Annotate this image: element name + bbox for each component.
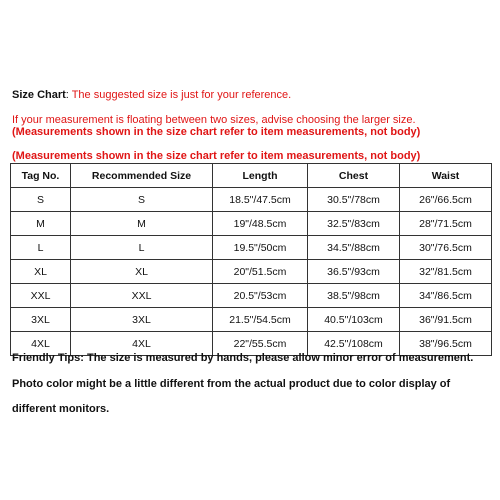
cell-chest: 34.5"/88cm: [308, 236, 400, 260]
header-chest: Chest: [308, 164, 400, 188]
header-length: Length: [213, 164, 308, 188]
cell-waist: 38"/96.5cm: [400, 332, 492, 356]
table-row: [11, 188, 492, 212]
cell-length: 18.5"/47.5cm: [213, 188, 308, 212]
header-tag-no: Tag No.: [11, 164, 71, 188]
floating-size-note: If your measurement is floating between two sizes, advise choosing the larger size.: [12, 114, 416, 126]
cell-chest: 42.5"/108cm: [308, 332, 400, 356]
cell-length: 22"/55.5cm: [213, 332, 308, 356]
cell-waist: 30"/76.5cm: [400, 236, 492, 260]
table-row: [11, 308, 492, 332]
cell-recommended-size: 3XL: [71, 308, 213, 332]
color-note: Photo color might be a little different from the actual product due to color display of: [12, 378, 451, 390]
cell-tag-no: S: [11, 188, 71, 212]
color-note-continued: different monitors.: [12, 403, 110, 415]
cell-length: 20"/51.5cm: [213, 260, 308, 284]
cell-length: 19.5"/50cm: [213, 236, 308, 260]
cell-recommended-size: 4XL: [71, 332, 213, 356]
cell-length: 21.5"/54.5cm: [213, 308, 308, 332]
table-header-row: [11, 164, 492, 188]
cell-chest: 40.5"/103cm: [308, 308, 400, 332]
cell-length: 19"/48.5cm: [213, 212, 308, 236]
table-row: [11, 284, 492, 308]
size-chart-separator: :: [65, 89, 69, 101]
cell-waist: 28"/71.5cm: [400, 212, 492, 236]
size-chart-intro: [12, 89, 291, 102]
cell-recommended-size: XXL: [71, 284, 213, 308]
cell-tag-no: L: [11, 236, 71, 260]
size-chart-label: Size Chart: [12, 89, 66, 101]
cell-tag-no: 4XL: [11, 332, 71, 356]
friendly-tips: Friendly Tips: The size is measured by hands, please allow minor error of measurement.: [12, 352, 474, 364]
cell-waist: 34"/86.5cm: [400, 284, 492, 308]
table-row: [11, 260, 492, 284]
cell-recommended-size: L: [71, 236, 213, 260]
table-row: [11, 212, 492, 236]
cell-waist: 36"/91.5cm: [400, 308, 492, 332]
cell-tag-no: XXL: [11, 284, 71, 308]
header-waist: Waist: [400, 164, 492, 188]
cell-waist: 26"/66.5cm: [400, 188, 492, 212]
measurement-note: (Measurements shown in the size chart refer to item measurements, not body): [12, 126, 421, 138]
cell-tag-no: XL: [11, 260, 71, 284]
cell-recommended-size: XL: [71, 260, 213, 284]
cell-waist: 32"/81.5cm: [400, 260, 492, 284]
cell-chest: 32.5"/83cm: [308, 212, 400, 236]
cell-recommended-size: S: [71, 188, 213, 212]
cell-chest: 36.5"/93cm: [308, 260, 400, 284]
cell-length: 20.5"/53cm: [213, 284, 308, 308]
measurement-note-repeat: (Measurements shown in the size chart refer to item measurements, not body): [12, 150, 421, 162]
size-table: [10, 163, 492, 356]
cell-tag-no: M: [11, 212, 71, 236]
cell-chest: 30.5"/78cm: [308, 188, 400, 212]
cell-chest: 38.5"/98cm: [308, 284, 400, 308]
cell-tag-no: 3XL: [11, 308, 71, 332]
size-chart-reference-note: The suggested size is just for your reference.: [68, 89, 292, 101]
table-row: [11, 236, 492, 260]
header-recommended-size: Recommended Size: [71, 164, 213, 188]
cell-recommended-size: M: [71, 212, 213, 236]
